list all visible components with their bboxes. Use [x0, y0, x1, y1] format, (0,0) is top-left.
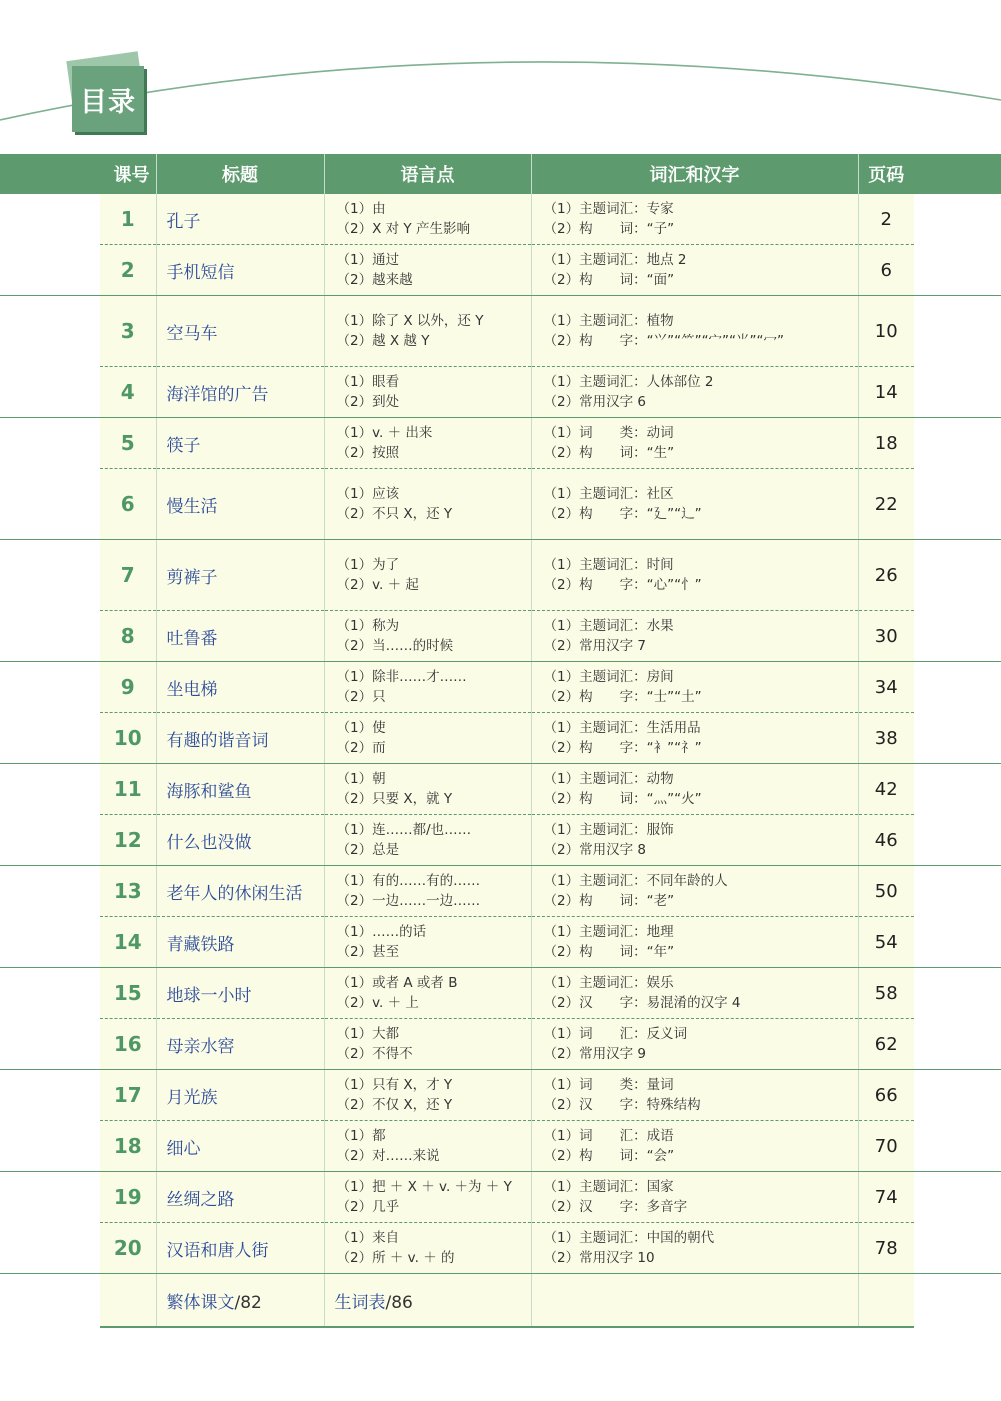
lesson-number: 16 — [100, 1019, 156, 1070]
lesson-page: 78 — [858, 1223, 914, 1274]
lesson-title[interactable]: 吐鲁番 — [156, 611, 324, 662]
header-page: 页码 — [858, 154, 914, 194]
lesson-number: 4 — [100, 367, 156, 418]
vocab-point-1: （1）词 汇：反义词 — [543, 1026, 688, 1042]
lesson-number: 17 — [100, 1070, 156, 1121]
grammar-point-2: （2）甚至 — [336, 944, 400, 960]
table-row[interactable] — [0, 540, 1001, 611]
grammar-point-2: （2）到处 — [336, 394, 400, 410]
lesson-number: 13 — [100, 866, 156, 917]
lesson-grammar — [324, 917, 531, 968]
lesson-page: 62 — [858, 1019, 914, 1070]
lesson-vocab — [531, 1172, 858, 1223]
lesson-vocab — [531, 1070, 858, 1121]
vocab-point-1: （1）主题词汇：中国的朝代 — [543, 1230, 715, 1246]
vocab-point-2: （2）常用汉字 8 — [543, 842, 646, 858]
lesson-vocab — [531, 866, 858, 917]
lesson-grammar — [324, 1223, 531, 1274]
table-row[interactable] — [0, 764, 1001, 815]
grammar-point-1: （1）除非……才…… — [336, 669, 467, 685]
lesson-grammar — [324, 194, 531, 245]
grammar-point-1: （1）除了 X 以外，还 Y — [336, 313, 484, 329]
header-decoration — [0, 0, 1001, 150]
grammar-point-2: （2）只要 X，就 Y — [336, 791, 453, 807]
vocab-point-2: （2）构 字：“衤”“礻” — [543, 740, 702, 756]
grammar-point-1: （1）眼看 — [336, 374, 400, 390]
vocab-point-2: （2）构 词：“年” — [543, 944, 675, 960]
lesson-title[interactable]: 有趣的谐音词 — [156, 713, 324, 764]
lesson-vocab — [531, 662, 858, 713]
lesson-grammar — [324, 1070, 531, 1121]
lesson-title[interactable]: 青藏铁路 — [156, 917, 324, 968]
vocab-point-2: （2）构 字：“士”“土” — [543, 689, 702, 705]
grammar-point-2: （2）越来越 — [336, 272, 413, 288]
table-row[interactable] — [0, 866, 1001, 917]
lesson-grammar — [324, 764, 531, 815]
lesson-number: 8 — [100, 611, 156, 662]
table-row[interactable] — [0, 469, 1001, 540]
lesson-number: 20 — [100, 1223, 156, 1274]
grammar-point-2: （2）v. ＋ 起 — [336, 577, 419, 593]
grammar-point-2: （2）一边……一边…… — [336, 893, 481, 909]
lesson-grammar — [324, 296, 531, 367]
lesson-title[interactable]: 月光族 — [156, 1070, 324, 1121]
lesson-grammar — [324, 1121, 531, 1172]
lesson-page: 58 — [858, 968, 914, 1019]
lesson-number: 15 — [100, 968, 156, 1019]
lesson-page: 74 — [858, 1172, 914, 1223]
vocab-point-2: （2）构 词：“生” — [543, 445, 675, 461]
lesson-grammar — [324, 469, 531, 540]
lesson-vocab — [531, 968, 858, 1019]
lesson-title[interactable]: 孔子 — [156, 194, 324, 245]
lesson-number: 3 — [100, 296, 156, 367]
lesson-page: 50 — [858, 866, 914, 917]
grammar-point-1: （1）来自 — [336, 1230, 400, 1246]
lesson-number: 6 — [100, 469, 156, 540]
vocab-point-2: （2）构 词：“会” — [543, 1148, 675, 1164]
table-row[interactable] — [0, 1019, 1001, 1070]
lesson-title[interactable]: 海洋馆的广告 — [156, 367, 324, 418]
lesson-number: 11 — [100, 764, 156, 815]
grammar-point-1: （1）都 — [336, 1128, 386, 1144]
grammar-point-2: （2）X 对 Y 产生影响 — [336, 221, 470, 237]
lesson-number: 12 — [100, 815, 156, 866]
vocab-point-2: （2）构 词：“子” — [543, 221, 675, 237]
lesson-grammar — [324, 968, 531, 1019]
lesson-title[interactable]: 海豚和鲨鱼 — [156, 764, 324, 815]
lesson-vocab — [531, 540, 858, 611]
table-row[interactable] — [0, 1070, 1001, 1121]
lesson-page: 14 — [858, 367, 914, 418]
header-title: 标题 — [156, 154, 324, 194]
lesson-grammar — [324, 367, 531, 418]
grammar-point-1: （1）通过 — [336, 252, 400, 268]
table-row[interactable] — [0, 611, 1001, 662]
lesson-page: 46 — [858, 815, 914, 866]
grammar-point-2: （2）只 — [336, 689, 386, 705]
lesson-grammar — [324, 815, 531, 866]
vocab-point-1: （1）主题词汇：植物 — [543, 313, 674, 329]
vocab-point-2: （2）构 词：“面” — [543, 272, 675, 288]
header-curve — [0, 62, 1001, 120]
vocab-point-1: （1）主题词汇：生活用品 — [543, 720, 701, 736]
table-row[interactable] — [0, 296, 1001, 367]
vocab-point-1: （1）主题词汇：国家 — [543, 1179, 674, 1195]
lesson-number: 2 — [100, 245, 156, 296]
vocab-point-2: （2）构 词：“灬”“火” — [543, 791, 702, 807]
lesson-grammar — [324, 713, 531, 764]
grammar-point-2: （2）所 ＋ v. ＋ 的 — [336, 1250, 455, 1266]
lesson-vocab — [531, 469, 858, 540]
grammar-point-1: （1）应该 — [336, 486, 400, 502]
table-row[interactable] — [0, 917, 1001, 968]
lesson-title[interactable]: 丝绸之路 — [156, 1172, 324, 1223]
lesson-grammar — [324, 418, 531, 469]
toc-body — [0, 194, 1001, 1274]
lesson-grammar — [324, 662, 531, 713]
table-row[interactable] — [0, 815, 1001, 866]
vocab-point-1: （1）主题词汇：社区 — [543, 486, 674, 502]
lesson-number: 7 — [100, 540, 156, 611]
vocab-point-1: （1）词 类：量词 — [543, 1077, 674, 1093]
vocab-point-2: （2）汉 字：易混淆的汉字 4 — [543, 995, 741, 1011]
table-row[interactable] — [0, 1121, 1001, 1172]
grammar-point-1: （1）连……都/也…… — [336, 822, 472, 838]
lesson-vocab — [531, 418, 858, 469]
grammar-point-2: （2）v. ＋ 上 — [336, 995, 419, 1011]
lesson-title[interactable]: 筷子 — [156, 418, 324, 469]
lesson-page: 2 — [858, 194, 914, 245]
lesson-vocab — [531, 194, 858, 245]
grammar-point-1: （1）有的……有的…… — [336, 873, 481, 889]
traditional-link[interactable]: 繁体课文/82 — [156, 1274, 324, 1328]
lesson-title[interactable]: 手机短信 — [156, 245, 324, 296]
header-vocab: 词汇和汉字 — [531, 154, 858, 194]
grammar-point-2: （2）不得不 — [336, 1046, 413, 1062]
lesson-page: 66 — [858, 1070, 914, 1121]
grammar-point-1: （1）只有 X，才 Y — [336, 1077, 453, 1093]
grammar-point-2: （2）而 — [336, 740, 386, 756]
grammar-point-1: （1）朝 — [336, 771, 386, 787]
vocab-point-1: （1）主题词汇：水果 — [543, 618, 674, 634]
lesson-vocab — [531, 1223, 858, 1274]
table-row[interactable] — [0, 1223, 1001, 1274]
vocab-point-1: （1）主题词汇：服饰 — [543, 822, 674, 838]
lesson-page: 18 — [858, 418, 914, 469]
vocab-point-1: （1）主题词汇：娱乐 — [543, 975, 674, 991]
lesson-vocab — [531, 917, 858, 968]
lesson-vocab — [531, 611, 858, 662]
lesson-title[interactable]: 细心 — [156, 1121, 324, 1172]
vocab-point-1: （1）主题词汇：动物 — [543, 771, 674, 787]
lesson-title[interactable]: 地球一小时 — [156, 968, 324, 1019]
lesson-page: 70 — [858, 1121, 914, 1172]
vocab-point-1: （1）主题词汇：房间 — [543, 669, 674, 685]
glossary-link[interactable]: 生词表/86 — [324, 1274, 531, 1328]
grammar-point-1: （1）由 — [336, 201, 386, 217]
lesson-vocab — [531, 1121, 858, 1172]
lesson-number: 10 — [100, 713, 156, 764]
lesson-number: 19 — [100, 1172, 156, 1223]
lesson-grammar — [324, 245, 531, 296]
lesson-page: 6 — [858, 245, 914, 296]
vocab-point-2: （2）构 字：“廴”“辶” — [543, 506, 702, 522]
vocab-point-1: （1）词 类：动词 — [543, 425, 674, 441]
grammar-point-1: （1）大都 — [336, 1026, 400, 1042]
lesson-grammar — [324, 866, 531, 917]
lesson-vocab — [531, 764, 858, 815]
vocab-point-2: （2）常用汉字 7 — [543, 638, 646, 654]
lesson-grammar — [324, 1019, 531, 1070]
vocab-point-1: （1）主题词汇：专家 — [543, 201, 674, 217]
lesson-page: 10 — [858, 296, 914, 367]
lesson-vocab — [531, 1019, 858, 1070]
vocab-point-1: （1）词 汇：成语 — [543, 1128, 674, 1144]
lesson-page: 22 — [858, 469, 914, 540]
grammar-point-2: （2）按照 — [336, 445, 400, 461]
grammar-point-1: （1）或者 A 或者 B — [336, 975, 458, 991]
lesson-grammar — [324, 1172, 531, 1223]
lesson-vocab — [531, 245, 858, 296]
lesson-vocab — [531, 296, 858, 367]
lesson-number: 18 — [100, 1121, 156, 1172]
toc-heading: 目录 — [72, 66, 144, 132]
vocab-point-2: （2）构 字：“⺍”“⺮”“宀”“⺌”“冖” — [543, 333, 785, 349]
lesson-title[interactable]: 老年人的休闲生活 — [156, 866, 324, 917]
lesson-number: 1 — [100, 194, 156, 245]
table-row[interactable] — [0, 713, 1001, 764]
table-row[interactable] — [0, 662, 1001, 713]
grammar-point-2: （2）当……的时候 — [336, 638, 454, 654]
header-spacer — [914, 154, 1001, 194]
lesson-vocab — [531, 815, 858, 866]
vocab-point-2: （2）汉 字：多音字 — [543, 1199, 688, 1215]
lesson-page: 34 — [858, 662, 914, 713]
vocab-point-2: （2）常用汉字 10 — [543, 1250, 655, 1266]
grammar-point-1: （1）称为 — [336, 618, 400, 634]
grammar-point-2: （2）不仅 X，还 Y — [336, 1097, 453, 1113]
toc-table — [0, 154, 1001, 1328]
lesson-title[interactable]: 汉语和唐人街 — [156, 1223, 324, 1274]
vocab-point-2: （2）构 字：“心”“忄” — [543, 577, 702, 593]
grammar-point-2: （2）越 X 越 Y — [336, 333, 430, 349]
grammar-point-1: （1）使 — [336, 720, 386, 736]
vocab-point-1: （1）主题词汇：人体部位 2 — [543, 374, 714, 390]
table-header — [0, 154, 1001, 194]
lesson-page: 26 — [858, 540, 914, 611]
vocab-point-2: （2）构 词：“老” — [543, 893, 675, 909]
lesson-title[interactable]: 坐电梯 — [156, 662, 324, 713]
lesson-title[interactable]: 剪裤子 — [156, 540, 324, 611]
lesson-page: 54 — [858, 917, 914, 968]
vocab-point-2: （2）常用汉字 6 — [543, 394, 646, 410]
lesson-number: 9 — [100, 662, 156, 713]
grammar-point-2: （2）总是 — [336, 842, 400, 858]
header-grammar: 语言点 — [324, 154, 531, 194]
vocab-point-2: （2）汉 字：特殊结构 — [543, 1097, 701, 1113]
grammar-point-2: （2）几乎 — [336, 1199, 400, 1215]
lesson-grammar — [324, 611, 531, 662]
grammar-point-1: （1）把 ＋ X ＋ v. ＋为 ＋ Y — [336, 1179, 512, 1195]
lesson-number: 14 — [100, 917, 156, 968]
table-row[interactable] — [0, 968, 1001, 1019]
vocab-point-1: （1）主题词汇：时间 — [543, 557, 674, 573]
table-row[interactable] — [0, 194, 1001, 245]
lesson-title[interactable]: 空马车 — [156, 296, 324, 367]
header-no: 课号 — [0, 154, 156, 194]
grammar-point-1: （1）……的话 — [336, 924, 427, 940]
vocab-point-1: （1）主题词汇：不同年龄的人 — [543, 873, 728, 889]
table-row[interactable] — [0, 1172, 1001, 1223]
grammar-point-1: （1）v. ＋ 出来 — [336, 425, 433, 441]
lesson-vocab — [531, 713, 858, 764]
table-row[interactable] — [0, 245, 1001, 296]
vocab-point-1: （1）主题词汇：地理 — [543, 924, 674, 940]
footer-row — [0, 1274, 1001, 1328]
table-row[interactable] — [0, 367, 1001, 418]
grammar-point-2: （2）不只 X，还 Y — [336, 506, 453, 522]
lesson-page: 42 — [858, 764, 914, 815]
lesson-page: 30 — [858, 611, 914, 662]
lesson-title[interactable]: 慢生活 — [156, 469, 324, 540]
lesson-grammar — [324, 540, 531, 611]
vocab-point-2: （2）常用汉字 9 — [543, 1046, 646, 1062]
grammar-point-2: （2）对……来说 — [336, 1148, 440, 1164]
lesson-number: 5 — [100, 418, 156, 469]
lesson-title[interactable]: 母亲水窖 — [156, 1019, 324, 1070]
lesson-vocab — [531, 367, 858, 418]
lesson-title[interactable]: 什么也没做 — [156, 815, 324, 866]
vocab-point-1: （1）主题词汇：地点 2 — [543, 252, 687, 268]
table-row[interactable] — [0, 418, 1001, 469]
lesson-page: 38 — [858, 713, 914, 764]
grammar-point-1: （1）为了 — [336, 557, 400, 573]
